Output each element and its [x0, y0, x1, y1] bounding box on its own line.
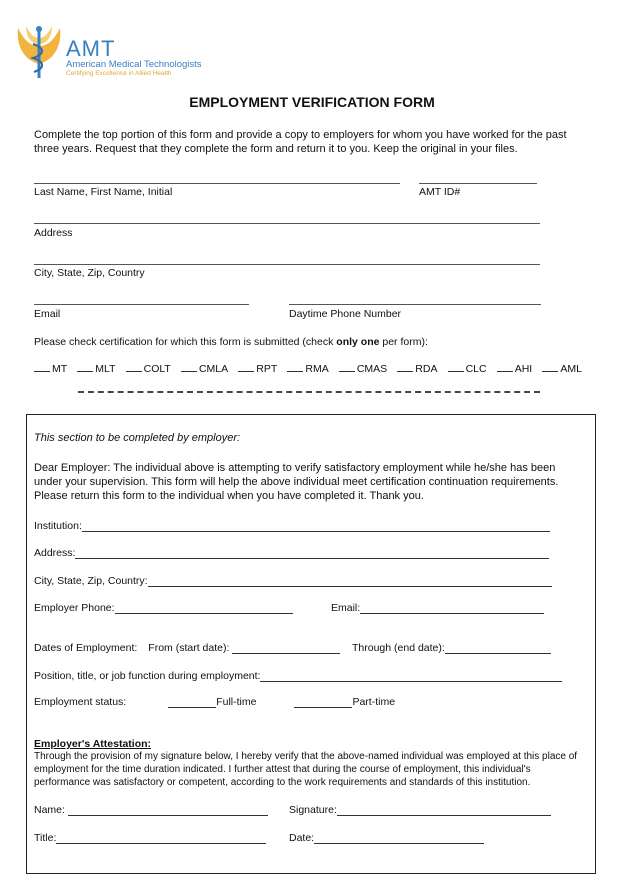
cert-option-mlt[interactable]: MLT [77, 362, 115, 375]
certification-options [34, 362, 582, 375]
from-label: From (start date): [148, 642, 230, 654]
date-field[interactable] [314, 833, 484, 844]
employer-city-row [34, 575, 552, 587]
institution-label: Institution: [34, 520, 82, 532]
section-divider [78, 391, 540, 393]
parttime-check[interactable] [294, 697, 352, 708]
signature-field[interactable] [337, 805, 551, 816]
cert-option-clc[interactable]: CLC [448, 362, 487, 375]
cert-option-rda[interactable]: RDA [397, 362, 437, 375]
attestation-name-field[interactable] [68, 805, 268, 816]
employer-address-label: Address: [34, 547, 76, 559]
start-date-field[interactable] [232, 643, 340, 654]
position-field[interactable] [260, 671, 562, 682]
employer-email-row [331, 602, 544, 614]
cert-option-aml[interactable]: AML [542, 362, 582, 375]
employer-city-label: City, State, Zip, Country: [34, 575, 148, 587]
name-label: Last Name, First Name, Initial [34, 186, 173, 198]
cert-question-pre: Please check certification for which this form is submitted (check [34, 336, 337, 348]
email-label: Email [34, 308, 61, 320]
attestation-title-label: Title: [34, 832, 57, 844]
employer-phone-label: Employer Phone: [34, 602, 115, 614]
email-field[interactable] [34, 304, 249, 305]
attestation-title-row [34, 832, 266, 844]
city-label: City, State, Zip, Country [34, 267, 145, 279]
attestation-name-label: Name: [34, 804, 65, 816]
amt-id-field[interactable] [419, 183, 537, 184]
through-row [352, 642, 551, 654]
logo-abbrev: AMT [66, 36, 116, 61]
employer-email-label: Email: [331, 602, 361, 614]
dates-label: Dates of Employment: [34, 642, 138, 654]
employer-phone-field[interactable] [115, 603, 293, 614]
date-row [289, 832, 484, 844]
name-field[interactable] [34, 183, 400, 184]
cert-question-bold: only one [336, 336, 380, 348]
cert-option-rpt[interactable]: RPT [238, 362, 277, 375]
logo-name: American Medical Technologists [66, 59, 202, 70]
employment-status-label: Employment status: [34, 696, 127, 708]
institution-field[interactable] [82, 521, 550, 532]
employment-status-row [34, 696, 395, 708]
certification-question [34, 336, 428, 348]
attestation-text: Through the provision of my signature below, I hereby verify that the above-named individual was employed at this place of employment for the time duration indicated. I further attest that during the course of employment, this individual's performance was satisfactory or competent, according to the work requirements and standards of this institution. [34, 751, 578, 788]
institution-row [34, 520, 550, 532]
attestation-title-field[interactable] [56, 833, 266, 844]
end-date-field[interactable] [445, 643, 551, 654]
fulltime-check[interactable] [168, 697, 216, 708]
cert-question-post: per form): [379, 336, 428, 348]
position-label: Position, title, or job function during employment: [34, 670, 261, 682]
cert-option-rma[interactable]: RMA [287, 362, 328, 375]
cert-option-cmla[interactable]: CMLA [181, 362, 228, 375]
cert-option-cmas[interactable]: CMAS [339, 362, 387, 375]
city-field[interactable] [34, 264, 540, 265]
cert-option-ahi[interactable]: AHI [497, 362, 533, 375]
phone-label: Daytime Phone Number [289, 308, 402, 320]
form-title: EMPLOYMENT VERIFICATION FORM [189, 94, 435, 110]
attestation-title: Employer's Attestation: [34, 738, 152, 750]
amt-id-label: AMT ID# [419, 186, 461, 198]
address-field[interactable] [34, 223, 540, 224]
address-label: Address [34, 227, 73, 239]
position-row [34, 670, 562, 682]
logo-tagline: Certifying Excellence in Allied Health [66, 70, 172, 77]
employer-phone-row [34, 602, 293, 614]
cert-option-mt[interactable]: MT [34, 362, 67, 375]
cert-option-colt[interactable]: COLT [126, 362, 171, 375]
signature-label: Signature: [289, 804, 337, 816]
employer-city-field[interactable] [148, 576, 552, 587]
dates-row [34, 642, 340, 654]
fulltime-label: Full-time [216, 696, 257, 708]
employer-email-field[interactable] [360, 603, 544, 614]
through-label: Through (end date): [352, 642, 445, 654]
employer-message: Dear Employer: The individual above is attempting to verify satisfactory employment while he/she has been under your supervision. This form will help the above individual meet certification continuation requirements. Please return this form to the individual when you have completed it. Thank you. [34, 462, 559, 502]
employer-section-heading: This section to be completed by employer: [34, 432, 241, 444]
intro-text: Complete the top portion of this form and provide a copy to employers for whom you have worked for the past three years. Request that they complete the form and return it to you. Keep the original in your files. [34, 129, 567, 155]
phone-field[interactable] [289, 304, 541, 305]
employer-address-row [34, 547, 549, 559]
parttime-label: Part-time [352, 696, 396, 708]
signature-row [289, 804, 551, 816]
employer-address-field[interactable] [75, 548, 549, 559]
date-label: Date: [289, 832, 315, 844]
amt-logo-emblem [12, 24, 66, 80]
attestation-name-row [34, 804, 268, 816]
